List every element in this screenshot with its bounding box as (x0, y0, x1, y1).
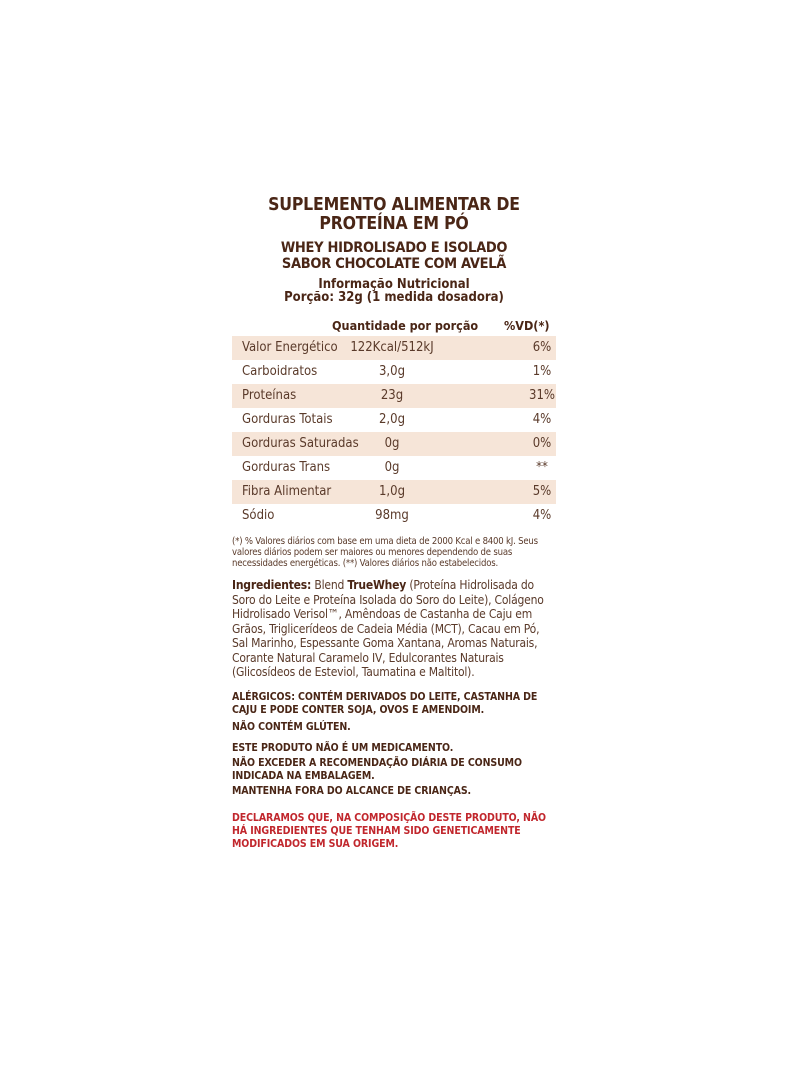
dose-warning: NÃO EXCEDER A RECOMENDAÇÃO DIÁRIA DE CONSUMO INDICADA NA EMBALAGEM. (232, 756, 522, 782)
nutrient-name: Valor Energético (242, 340, 338, 355)
ingredients-prefix: Blend (311, 578, 348, 592)
table-row (232, 408, 556, 432)
nutrient-dv: 31% (529, 388, 555, 403)
serving-size: Porção: 32g (1 medida dosadora) (284, 290, 504, 305)
nutrient-amount: 0g (384, 460, 400, 475)
table-row (232, 336, 556, 360)
subtitle-line-1: WHEY HIDROLISADO E ISOLADO (280, 240, 508, 256)
header-quantity: Quantidade por porção (332, 318, 479, 333)
allergen-warning: ALÉRGICOS: CONTÉM DERIVADOS DO LEITE, CASTANHA DE CAJU E PODE CONTER SOJA, OVOS E AMENDOIM. (232, 690, 538, 716)
nutrient-name: Gorduras Saturadas (242, 436, 359, 451)
title-line-1: SUPLEMENTO ALIMENTAR DE (268, 195, 520, 215)
nutrient-name: Gorduras Trans (242, 460, 331, 475)
table-row (232, 456, 556, 480)
nutrient-dv: 5% (532, 484, 552, 499)
table-row (232, 432, 556, 456)
nutrition-info-heading (232, 278, 556, 304)
header-daily-value: %VD(*) (504, 318, 550, 333)
children-warning: MANTENHA FORA DO ALCANCE DE CRIANÇAS. (232, 784, 472, 797)
nutrient-name: Gorduras Totais (242, 412, 333, 427)
nutrient-amount: 0g (384, 436, 400, 451)
nutrient-name: Carboidratos (242, 364, 318, 379)
ingredients-label: Ingredientes: (232, 578, 312, 592)
medicine-warning: ESTE PRODUTO NÃO É UM MEDICAMENTO. (232, 741, 454, 754)
ingredients-brand: TrueWhey (347, 578, 407, 592)
nutrient-dv: 1% (532, 364, 552, 379)
nutrition-label (232, 196, 556, 851)
nutrient-amount: 122Kcal/512kJ (350, 340, 434, 355)
product-title (232, 196, 556, 234)
nutrient-dv: 0% (532, 436, 552, 451)
nutrient-dv: 4% (532, 412, 552, 427)
gluten-warning: NÃO CONTÉM GLÚTEN. (232, 720, 351, 733)
nutrition-table (232, 336, 556, 528)
table-row (232, 360, 556, 384)
table-row (232, 480, 556, 504)
gmo-declaration: DECLARAMOS QUE, NA COMPOSIÇÃO DESTE PRODUTO, NÃO HÁ INGREDIENTES QUE TENHAM SIDO GENETICAMENTE MODIFICADOS EM SUA ORIGEM. (232, 811, 546, 850)
nutrient-amount: 98mg (375, 508, 409, 523)
subtitle-line-2: SABOR CHOCOLATE COM AVELÃ (281, 256, 507, 272)
ingredients-text: (Proteína Hidrolisada do Soro do Leite e Proteína Isolada do Soro do Leite), Colágeno Hidrolisado Verisol™, Amêndoas de Castanha de Caju em Grãos, Triglicerídeos de Cadeia Média (MCT), Cacau em Pó, Sal Marinho, Espessante Goma Xantana, Aromas Naturais, Corante Natural Caramelo IV, Edulcorantes Naturais (Glicosídeos de Esteviol, Taumatina e Maltitol). (232, 578, 544, 679)
warnings-block (232, 691, 556, 798)
table-row (232, 384, 556, 408)
table-row (232, 504, 556, 528)
nutrient-dv: 4% (532, 508, 552, 523)
table-header (232, 314, 556, 336)
nutrient-name: Proteínas (242, 388, 297, 403)
nutrient-name: Fibra Alimentar (242, 484, 332, 499)
title-line-2: PROTEÍNA EM PÓ (319, 214, 469, 234)
nutrient-amount: 3,0g (378, 364, 406, 379)
nutrient-amount: 2,0g (378, 412, 406, 427)
nutrient-amount: 1,0g (378, 484, 406, 499)
product-subtitle (232, 240, 556, 272)
table-footnote: (*) % Valores diários com base em uma dieta de 2000 Kcal e 8400 kJ. Seus valores diários podem ser maiores ou menores dependendo de suas necessidades energéticas. (**) Valores diários não estabelecidos. (232, 536, 538, 569)
nutrient-amount: 23g (380, 388, 404, 403)
ingredients-list (232, 578, 556, 680)
nutrient-name: Sódio (242, 508, 275, 523)
nutrient-dv: 6% (532, 340, 552, 355)
info-heading: Informação Nutricional (318, 277, 470, 292)
nutrient-dv: ** (536, 460, 548, 475)
